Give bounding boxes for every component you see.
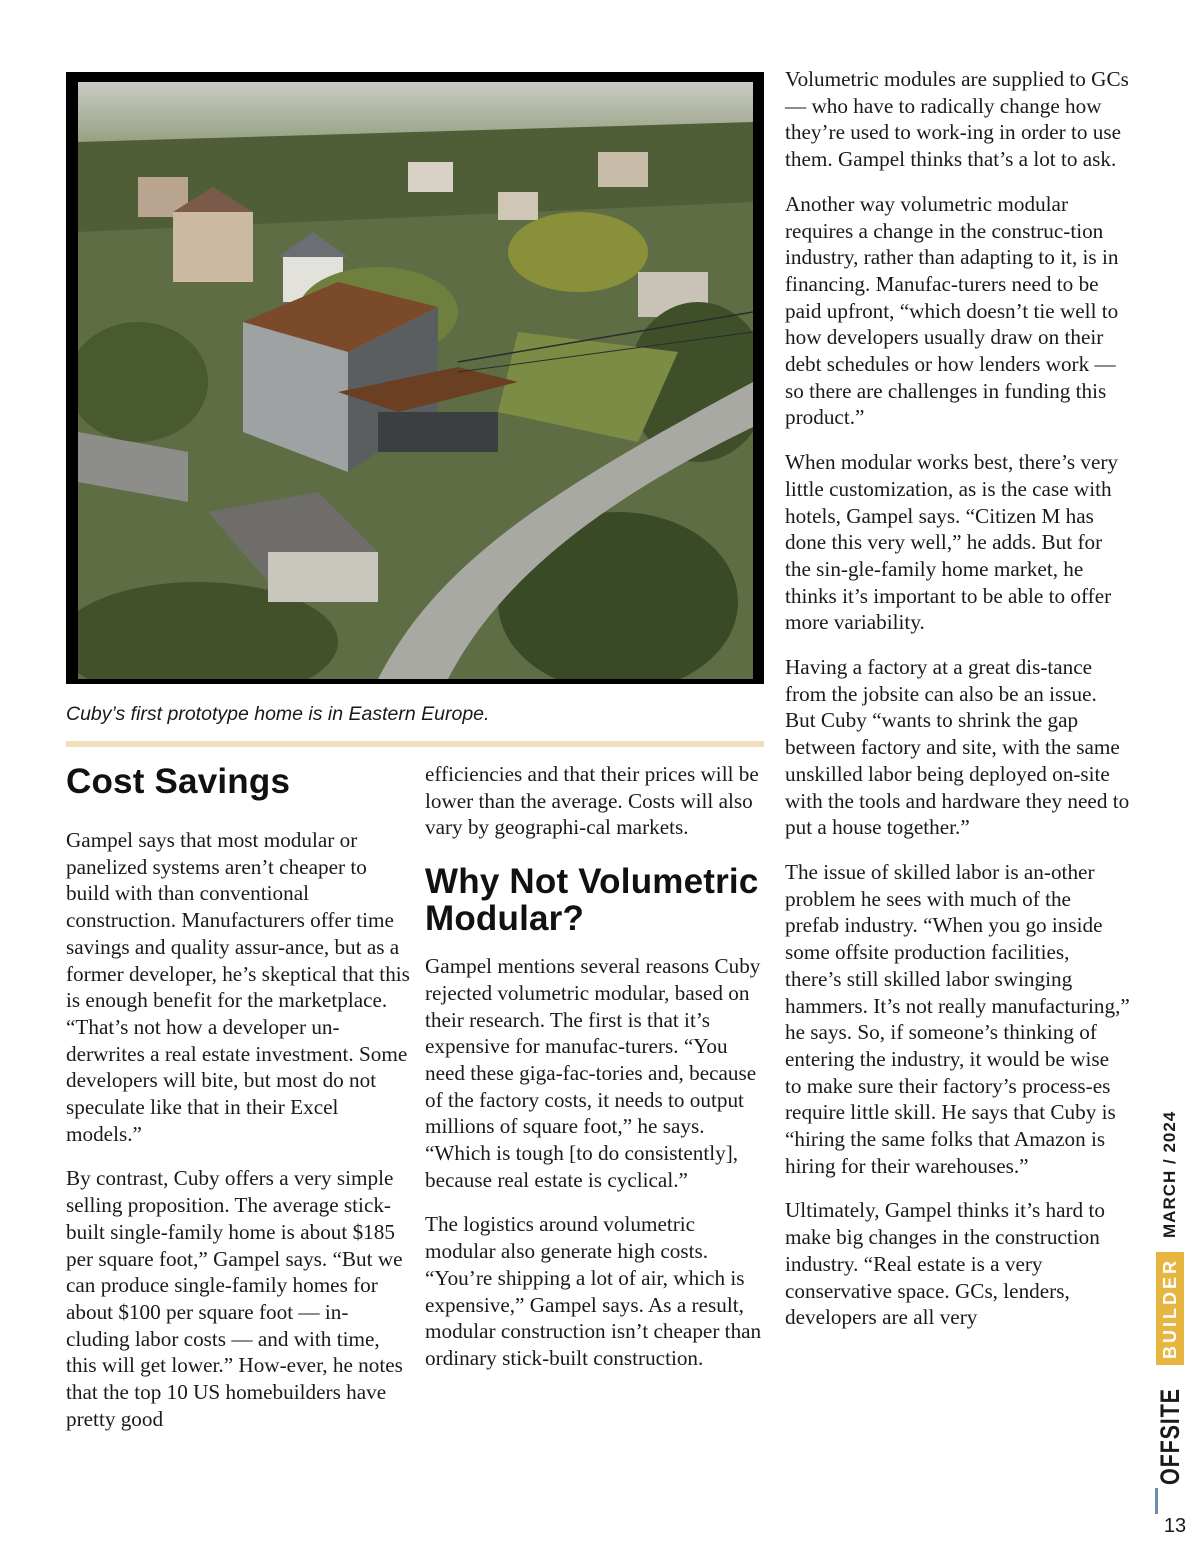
brand-offsite-logo: OFFSITE (1154, 1388, 1185, 1485)
paragraph: Gampel mentions several reasons Cuby rejected volumetric modular, based on their research. The first is that it’s expensive for manufac-turers. “You need these giga-fac-tories and, because of the factory costs, it needs to output millions of square foot,” he says. “Which is tough [to do consistently], because real estate is cyclical.” (425, 954, 761, 1192)
aerial-photo (78, 82, 753, 679)
page-number: 13 (1163, 1515, 1187, 1537)
right-column (785, 66, 1130, 1331)
paragraph: The issue of skilled labor is an-other problem he sees with much of the prefab industry. “When you go inside some offsite production facilities, there’s still skilled labor swinging hammers. It’s not really manufacturing,” he says. So, if someone’s thinking of entering the industry, it would be wise to make sure their factory’s process-es require little skill. He says that Cuby is “hiring the same folks that Amazon is hiring for their warehouses.” (785, 859, 1130, 1178)
photo-caption: Cuby’s first prototype home is in Eastern Europe. (66, 703, 490, 725)
section-divider (66, 741, 764, 747)
heading-why-not-volumetric: Why Not Volumetric Modular? (425, 862, 759, 939)
middle-column (425, 761, 770, 1372)
aerial-photo-illustration (78, 82, 753, 679)
photo-frame (66, 72, 764, 684)
paragraph: efficiencies and that their prices will be lower than the average. Costs will also vary by geographi-cal markets. (425, 762, 759, 840)
paragraph: By contrast, Cuby offers a very simple selling proposition. The average stick-built single-family home is about $185 per square foot,” Gampel says. “But we can produce single-family homes for about $100 per square foot — in-cluding labor costs — and with time, this will get lower.” How-ever, he notes that the top 10 US homebuilders have pretty good (66, 1166, 403, 1431)
paragraph: Volumetric modules are supplied to GCs — who have to radically change how they’re used to work-ing in order to use them. Gampel thinks that’s a lot to ask. (785, 67, 1129, 172)
magazine-sidebar (1150, 1110, 1190, 1485)
paragraph: The logistics around volumetric modular also generate high costs. “You’re shipping a lot of air, which is expensive,” Gampel says. As a result, modular construction isn’t cheaper than ordinary stick-built construction. (425, 1212, 762, 1370)
paragraph: Having a factory at a great dis-tance from the jobsite can also be an issue. But Cuby “wants to shrink the gap between factory and site, with the same unskilled labor being deployed on-site with the tools and hardware they need to put a house together.” (785, 655, 1130, 840)
sidebar-rotated (1150, 1110, 1190, 1485)
paragraph: Gampel says that most modular or panelized systems aren’t cheaper to build with than conventional construction. Manufacturers offer time savings and quality assur-ance, but as a former developer, he’s skeptical that this is enough benefit for the marketplace. “That’s not how a developer un-derwrites a real estate investment. Some developers will bite, but most do not speculate like that in their Excel models.” (66, 828, 410, 1146)
left-column (66, 827, 411, 1432)
sidebar-accent-bar (1155, 1488, 1158, 1514)
heading-cost-savings: Cost Savings (66, 762, 291, 801)
paragraph: Another way volumetric modular requires a change in the construc-tion industry, rather than adapting to it, is in financing. Manufac-turers need to be paid upfront, “which doesn’t tie well to how developers usually draw on their debt schedules or how lenders work — so there are challenges in funding this product.” (785, 191, 1119, 430)
paragraph: Ultimately, Gampel thinks it’s hard to make big changes in the construction industry. “Real estate is a very conservative space. GCs, lenders, developers are all very (785, 1198, 1105, 1330)
issue-date: MARCH / 2024 (1160, 1110, 1179, 1238)
brand-builder-logo: BUILDER (1156, 1252, 1184, 1365)
paragraph: When modular works best, there’s very little customization, as is the case with hotels, Gampel says. “Citizen M has done this very well,” he adds. But for the sin-gle-family home market, he thinks it’s important to be able to offer more variability. (785, 450, 1119, 635)
